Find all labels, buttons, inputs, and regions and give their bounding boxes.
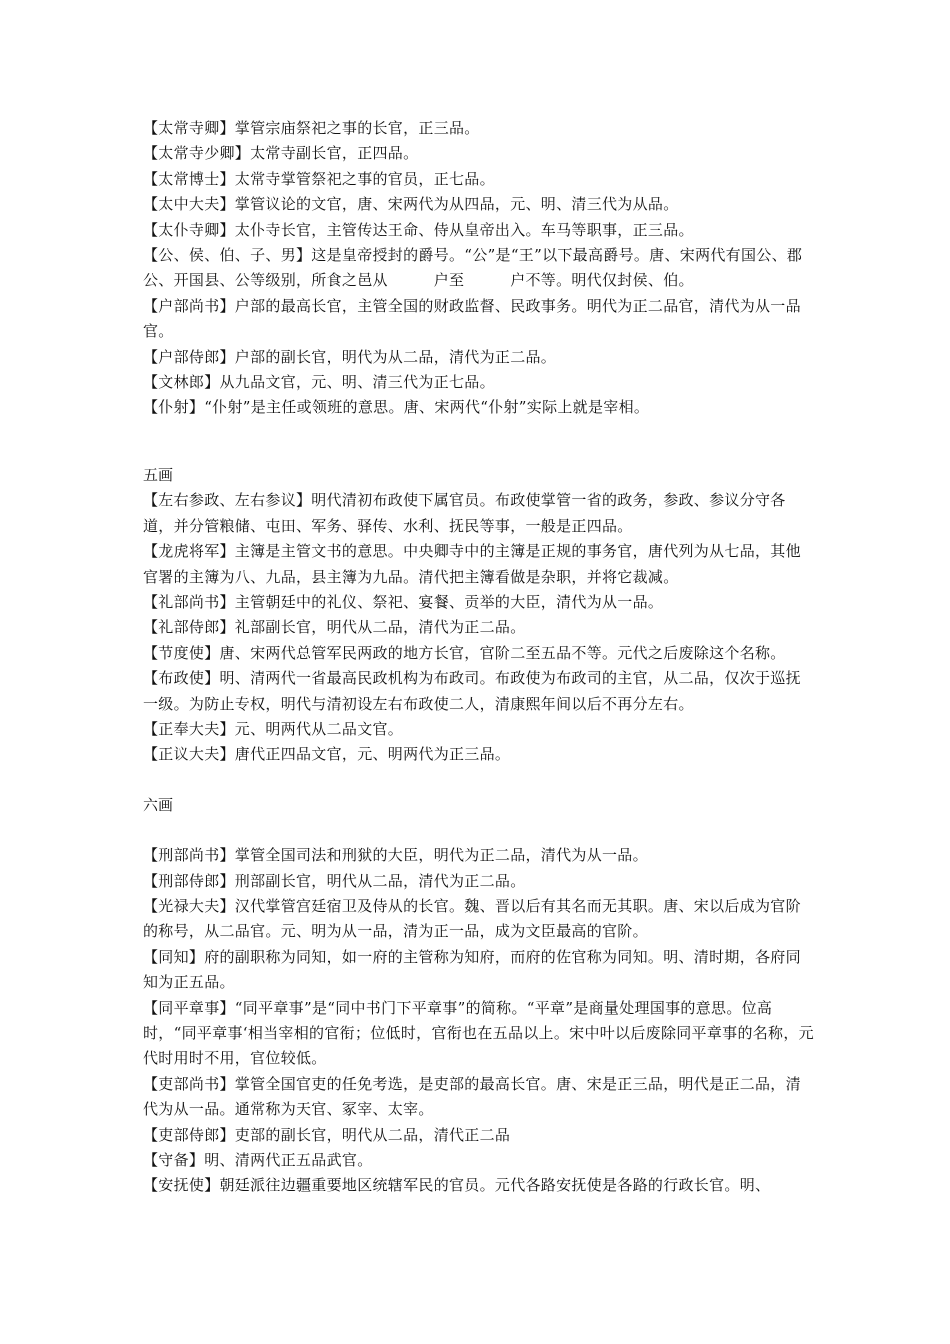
glossary-entry: 【节度使】唐、宋两代总管军民两政的地方长官，官阶二至五品不等。元代之后废除这个名称。 — [143, 643, 786, 662]
glossary-entry: 【左右参政、左右参议】明代清初布政使下属官员。布政使掌管一省的政务，参政、参议分守各道，并分管粮储、屯田、军务、驿传、水利、抚民等事，一般是正四品。 — [143, 491, 786, 535]
glossary-entry: 【太常寺少卿】太常寺副长官，正四品。 — [143, 144, 419, 163]
section-spacer — [143, 768, 815, 793]
glossary-entry: 【正奉大夫】元、明两代从二品文官。 — [143, 719, 404, 738]
glossary-entry: 【光禄大夫】汉代掌管宫廷宿卫及侍从的长官。魏、晋以后有其名而无其职。唐、宋以后成为官阶的称号，从二品官。元、明为从一品，清为正一品，成为文臣最高的官阶。 — [143, 896, 801, 941]
glossary-entry: 【吏部尚书】掌管全国官吏的任免考选，是吏部的最高长官。唐、宋是正三品，明代是正二品，清代为从一品。通常称为天官、冢宰、太宰。 — [143, 1074, 801, 1119]
glossary-entry: 【仆射】“仆射”是主任或领班的意思。唐、宋两代“仆射”实际上就是宰相。 — [143, 398, 650, 417]
glossary-entry: 【安抚使】朝廷派往边疆重要地区统辖军民的官员。元代各路安抚使是各路的行政长官。明、 — [143, 1176, 771, 1195]
glossary-entry: 【文林郎】从九品文官，元、明、清三代为正七品。 — [143, 373, 495, 392]
glossary-entry: 【礼部尚书】主管朝廷中的礼仪、祭祀、宴餐、贡举的大臣，清代为从一品。 — [143, 592, 664, 611]
glossary-entry: 【吏部侍郎】吏部的副长官，明代从二品，清代正二品 — [143, 1125, 511, 1144]
glossary-entry: 【太中大夫】掌管议论的文官，唐、宋两代为从四品，元、明、清三代为从品。 — [143, 195, 679, 214]
section-spacer — [143, 421, 815, 463]
section-heading: 五画 — [143, 465, 174, 484]
glossary-entry: 【户部尚书】户部的最高长官，主管全国的财政监督、民政事务。明代为正二品官，清代为从一品官。 — [143, 296, 801, 341]
glossary-entry: 【刑部侍郎】刑部副长官，明代从二品，清代为正二品。 — [143, 871, 526, 890]
glossary-entry: 【礼部侍郎】礼部副长官，明代从二品，清代为正二品。 — [143, 618, 526, 637]
glossary-entry: 【龙虎将军】主簿是主管文书的意思。中央卿寺中的主簿是正规的事务官，唐代列为从七品，其他官署的主簿为八、九品，县主簿为九品。清代把主簿看做是杂职，并将它裁减。 — [143, 542, 801, 586]
glossary-entry: 【太常博士】太常寺掌管祭祀之事的官员，正七品。 — [143, 169, 495, 188]
glossary-entry: 【公、侯、伯、子、男】这是皇帝授封的爵号。“公”是“王”以下最高爵号。唐、宋两代有国公、郡公、开国县、公等级别，所食之邑从 户至 户不等。明代仅封侯、伯。 — [143, 246, 803, 290]
section-heading: 六画 — [143, 795, 174, 814]
glossary-entry: 【同平章事】“同平章事”是“同中书门下平章事”的简称。“平章”是商量处理国事的意思。位高时，“同平章事‘相当宰相的官衔；位低时，官衔也在五品以上。宋中叶以后废除同平章事的名称，元代时用时不用，官位较低。 — [143, 998, 814, 1068]
section-spacer — [143, 818, 815, 843]
glossary-entry: 【正议大夫】唐代正四品文官，元、明两代为正三品。 — [143, 745, 511, 764]
glossary-entry: 【守备】明、清两代正五品武官。 — [143, 1151, 373, 1170]
glossary-entry: 【布政使】明、清两代一省最高民政机构为布政司。布政使为布政司的主官，从二品，仅次于巡抚一级。为防止专权，明代与清初设左右布政使二人，清康熙年间以后不再分左右。 — [143, 669, 801, 713]
glossary-entry: 【同知】府的副职称为同知，如一府的主管称为知府，而府的佐官称为同知。明、清时期，各府同知为正五品。 — [143, 947, 801, 992]
glossary-entry: 【刑部尚书】掌管全国司法和刑狱的大臣，明代为正二品，清代为从一品。 — [143, 846, 648, 865]
glossary-entry: 【户部侍郎】户部的副长官，明代为从二品，清代为正二品。 — [143, 347, 557, 366]
document-body — [143, 116, 815, 1199]
glossary-entry: 【太常寺卿】掌管宗庙祭祀之事的长官，正三品。 — [143, 119, 480, 137]
glossary-entry: 【太仆寺卿】太仆寺长官，主管传达王命、侍从皇帝出入。车马等职事，正三品。 — [143, 220, 694, 239]
